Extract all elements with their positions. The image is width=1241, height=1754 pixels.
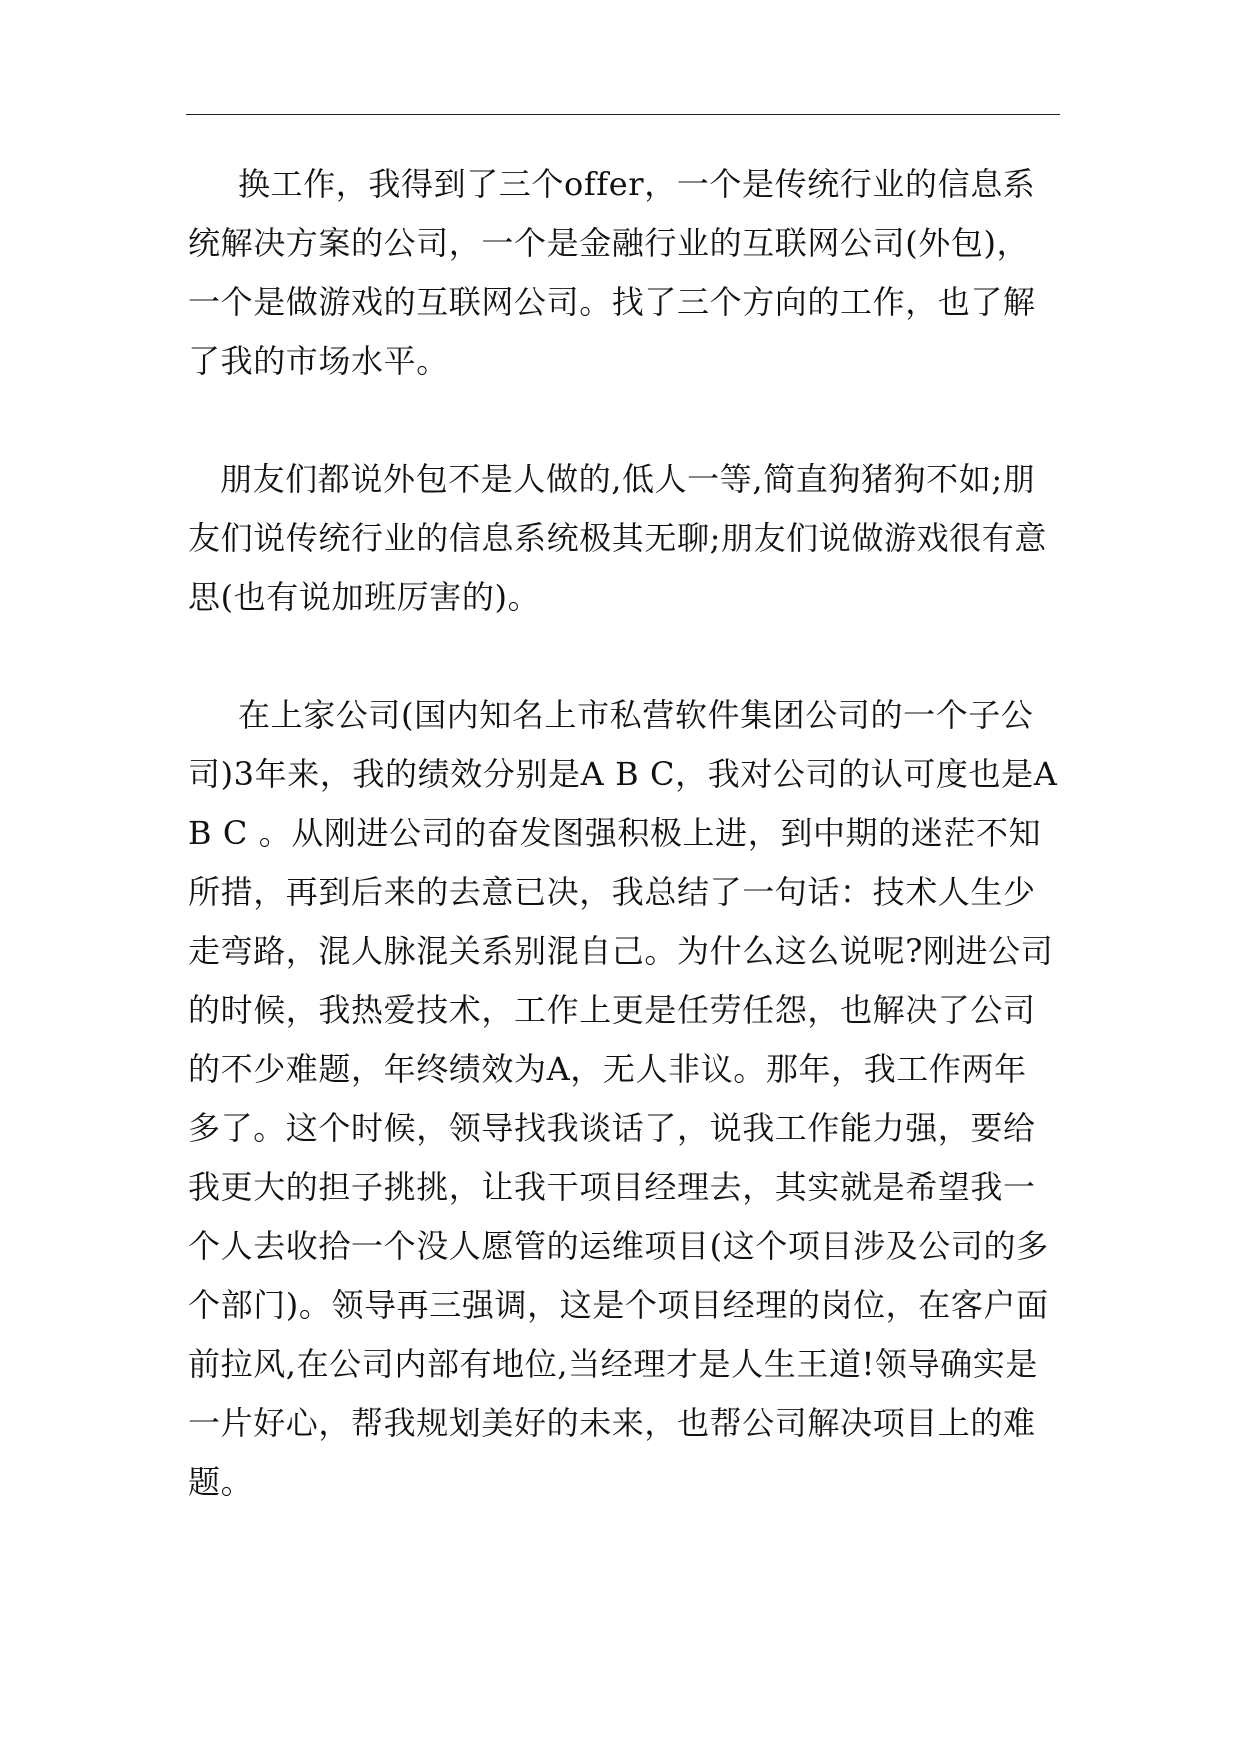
document-body — [188, 155, 1058, 1512]
paragraph-friends-opinions: 朋友们都说外包不是人做的,低人一等,简直狗猪狗不如;朋友们说传统行业的信息系统极其无聊;朋友们说做游戏很有意思(也有说加班厉害的)。 — [188, 460, 1047, 616]
paragraph-job-offers: 换工作，我得到了三个offer，一个是传统行业的信息系统解决方案的公司，一个是金融行业的互联网公司(外包)，一个是做游戏的互联网公司。找了三个方向的工作，也了解了我的市场水平。 — [188, 165, 1036, 380]
paragraph-previous-company: 在上家公司(国内知名上市私营软件集团公司的一个子公司)3年来，我的绩效分别是A B C，我对公司的认可度也是A B C 。从刚进公司的奋发图强积极上进，到中期的迷茫不知所措，再到后来的去意已决，我总结了一句话：技术人生少走弯路，混人脉混关系别混自己。为什么这么说呢?刚进公司的时候，我热爱技术，工作上更是任劳任怨，也解决了公司的不少难题，年终绩效为A，无人非议。那年，我工作两年多了。这个时候，领导找我谈话了，说我工作能力强，要给我更大的担子挑挑，让我干项目经理去，其实就是希望我一个人去收拾一个没人愿管的运维项目(这个项目涉及公司的多个部门)。领导再三强调，这是个项目经理的岗位，在客户面前拉风,在公司内部有地位,当经理才是人生王道!领导确实是一片好心，帮我规划美好的未来，也帮公司解决项目上的难题。 — [188, 696, 1058, 1501]
header-divider — [186, 114, 1060, 115]
